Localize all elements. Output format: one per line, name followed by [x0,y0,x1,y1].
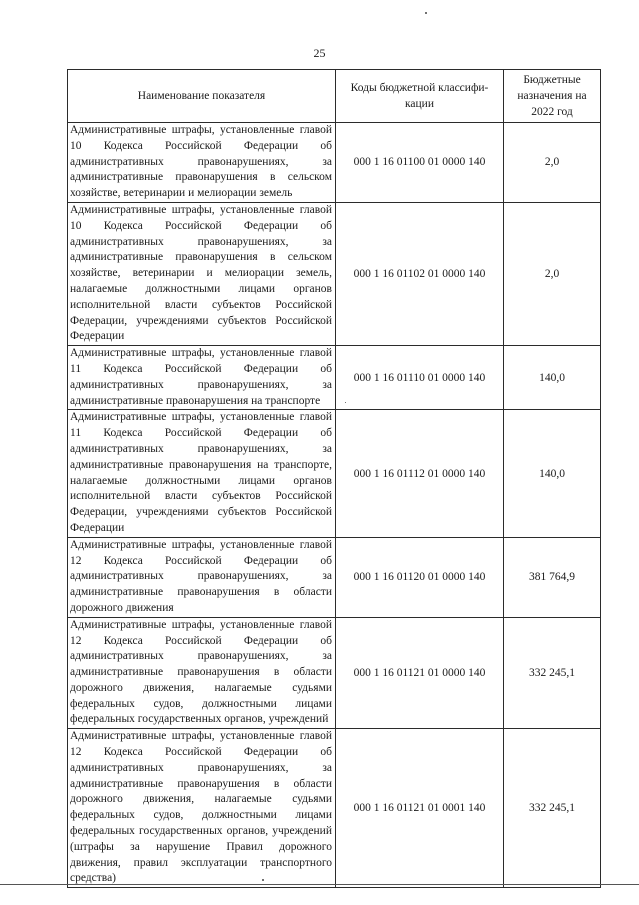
table-row [68,202,601,345]
table-row [68,729,601,888]
row-amount: 140,0 [504,410,601,537]
row-name: Административные штрафы, установленные главой 11 Кодекса Российской Федерации об административных правонарушениях, за административные правонарушения на транспорте, налагаемые должностными лицами органов исполнительной власти субъектов Российской Федерации, учреждениями субъектов Российской Федерации [68,410,336,537]
row-amount: 332 245,1 [504,617,601,729]
header-code: Коды бюджетной классифи-кации [336,70,504,123]
row-code: 000 1 16 01110 01 0000 140 [336,346,504,410]
header-amount: Бюджетные назначения на 2022 год [504,70,601,123]
row-amount: 2,0 [504,123,601,203]
table-row [68,410,601,537]
scan-edge-line [0,884,639,885]
row-name: Административные штрафы, установленные главой 10 Кодекса Российской Федерации об административных правонарушениях, за административные правонарушения в сельском хозяйстве, ветеринарии и мелиорации земель, налагаемые должностными лицами органов исполнительной власти субъектов Российской Федерации, учреждениями субъектов Российской Федерации [68,202,336,345]
row-name: Административные штрафы, установленные главой 12 Кодекса Российской Федерации об административных правонарушениях, за административные правонарушения в области дорожного движения, налагаемые судьями федеральных судов, должностными лицами федеральных государственных органов, учреждений [68,617,336,729]
row-amount: 332 245,1 [504,729,601,888]
page-number: 25 [313,46,326,60]
row-code: 000 1 16 01121 01 0001 140 [336,729,504,888]
row-code: 000 1 16 01121 01 0000 140 [336,617,504,729]
row-code: 000 1 16 01102 01 0000 140 [336,202,504,345]
row-name: Административные штрафы, установленные главой 12 Кодекса Российской Федерации об административных правонарушениях, за административные правонарушения в области дорожного движения [68,537,336,617]
row-code: 000 1 16 01112 01 0000 140 [336,410,504,537]
table-header-row [68,70,601,123]
row-amount: 140,0 [504,346,601,410]
budget-table [67,69,601,888]
table-row [68,537,601,617]
table-row [68,123,601,203]
table-row [68,346,601,410]
row-code: 000 1 16 01100 01 0000 140 [336,123,504,203]
row-code: 000 1 16 01120 01 0000 140 [336,537,504,617]
table-row [68,617,601,729]
row-name: Административные штрафы, установленные главой 11 Кодекса Российской Федерации об административных правонарушениях, за административные правонарушения на транспорте [68,346,336,410]
row-amount: 381 764,9 [504,537,601,617]
row-amount: 2,0 [504,202,601,345]
row-name: Административные штрафы, установленные главой 10 Кодекса Российской Федерации об административных правонарушениях, за административные правонарушения в сельском хозяйстве, ветеринарии и мелиорации земель [68,123,336,203]
scan-speck [425,12,427,14]
row-name: Административные штрафы, установленные главой 12 Кодекса Российской Федерации об административных правонарушениях, за административные правонарушения в области дорожного движения, налагаемые судьями федеральных судов, должностными лицами федеральных государственных органов, учреждений (штрафы за нарушение Правил дорожного движения, правил эксплуатации транспортного средства) [68,729,336,888]
header-name: Наименование показателя [68,70,336,123]
